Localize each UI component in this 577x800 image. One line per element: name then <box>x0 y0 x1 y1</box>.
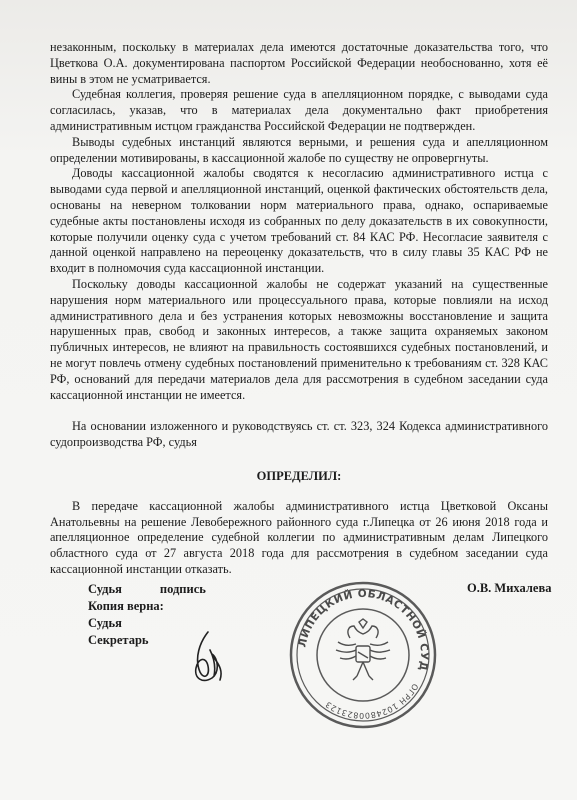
paragraph-5: Поскольку доводы кассационной жалобы не содержат указаний на существенные нарушения норм материального или процессуального права, которые повлияли на исход административного дела и без устранения которых невозможны восстановление и защита нарушенных прав, свобод и законных интересов, а также защита охраняемых законом публичных интересов, не влияют на правильность состоявшихся судебных постановлений, и не могут повлечь отмену судебных постановлений применительно к требованиям ст. 328 КАС РФ, оснований для передачи материалов дела для рассмотрения в судебном заседании суда кассационной инстанции не имеется. <box>50 276 548 402</box>
paragraph-7: В передаче кассационной жалобы административного истца Цветковой Оксаны Анатольевны на решение Левобережного районного суда г.Липецка от 26 июня 2018 года и апелляционное определение судебной коллегии по административным делам Липецкого областного суда от 27 августа 2018 года для рассмотрения в судебном заседании суда кассационной инстанции отказать. <box>50 498 548 576</box>
heading-opredelil: ОПРЕДЕЛИЛ: <box>256 468 342 483</box>
judge-name: О.В. Михалева <box>467 581 552 595</box>
official-seal <box>288 580 438 730</box>
judge-label: Судья <box>88 582 122 596</box>
signature-labels <box>88 581 206 649</box>
paragraph-6: На основании изложенного и руководствуясь ст. ст. 323, 324 Кодекса административного судопроизводства РФ, судья <box>50 419 548 450</box>
document-body <box>50 40 548 578</box>
copy-true-label: Копия верна: <box>88 599 164 613</box>
seal-ring-text: ЛИПЕЦКИЙ ОБЛАСТНОЙ СУД <box>296 587 431 673</box>
paragraph-3: Выводы судебных инстанций являются верными, и решения суда и апелляционном определении мотивированы, в кассационной жалобе по существу не опровергнуты. <box>50 134 548 165</box>
paragraph-1: незаконным, поскольку в материалах дела имеются достаточные доказательства того, что Цветкова О.А. документирована паспортом Российской Федерации необоснованно, хотя её вины в этом не усматривается. <box>50 40 548 86</box>
seal-ogrn-text: ОГРН 1024800823123 <box>323 681 420 721</box>
handwritten-signature <box>190 628 230 688</box>
paragraph-4: Доводы кассационной жалобы сводятся к несогласию административного истца с выводами суда первой и апелляционной инстанций, оценкой фактических обстоятельств дела, основаны на неверном толковании норм материального права, однако, оспариваемые судебные акты постановлены исходя из собранных по делу доказательств в их совокупности, которые получили оценку суда с учетом требований ст. 84 КАС РФ. Несогласие заявителя с данной оценкой направлено на переоценку доказательств, что в силу главы 35 КАС РФ не входит в полномочия суда кассационной инстанции. <box>50 166 548 276</box>
judge-label-2: Судья <box>88 616 122 630</box>
secretary-label: Секретарь <box>88 633 149 647</box>
coat-of-arms-icon <box>336 619 390 680</box>
paragraph-2: Судебная коллегия, проверяя решение суда в апелляционном порядке, с выводами суда согласилась, указав, что в материалах дела документально факт приобретения административным истцом гражданства Российской Федерации не подтвержден. <box>50 87 548 133</box>
signature-placeholder-label: подпись <box>159 582 206 596</box>
